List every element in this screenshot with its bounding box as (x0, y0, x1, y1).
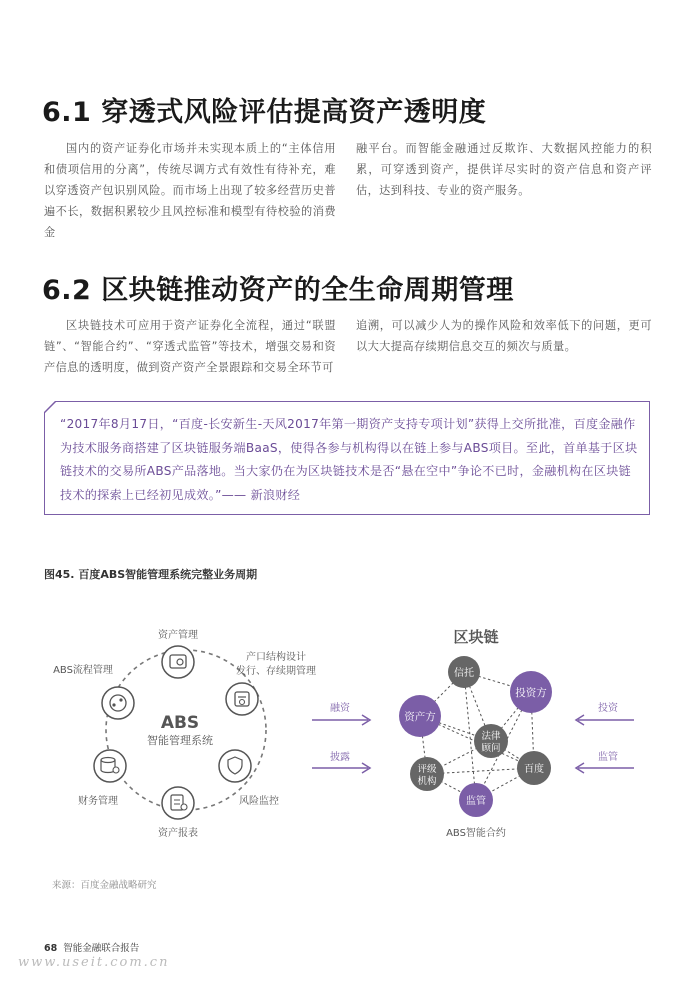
product-design-icon (226, 683, 258, 715)
label-product-design: 产口结构设计 (246, 652, 306, 663)
arrow-financing (312, 715, 370, 725)
arrow-supervision (576, 763, 634, 773)
finance-management-icon (94, 750, 126, 782)
quote-box-corner (44, 401, 58, 415)
arrow-disclosure (312, 763, 370, 773)
node-legal-advisor (474, 724, 508, 758)
figure-caption: 图45. 百度ABS智能管理系统完整业务周期 (44, 568, 258, 581)
page-number: 68 (44, 943, 58, 954)
node-regulator (459, 783, 493, 817)
label-asset-report: 资产报表 (158, 828, 198, 839)
section-title-6-2: 6.2 区块链推动资产的全生命周期管理 (42, 275, 514, 306)
node-rating-label-2: 机构 (417, 776, 437, 787)
section2-left-paragraph: 区块链技术可应用于资产证券化全流程，通过“联盟链”、“智能合约”、“穿透式监管”等技术，增强交易和资产信息的透明度，做到资产资产全景跟踪和交易全环节可 (44, 319, 336, 374)
node-rating-agency (410, 757, 444, 791)
report-title: 智能金融联合报告 (63, 943, 140, 954)
section2-right-paragraph: 追溯，可以减少人为的操作风险和效率低下的问题，更可以大大提高存续期信息交互的频次与质量。 (356, 319, 652, 353)
asset-report-icon (162, 787, 194, 819)
label-risk-monitor: 风险监控 (239, 796, 279, 807)
label-disclosure: 披露 (330, 752, 350, 763)
label-asset-management: 资产管理 (158, 630, 198, 641)
abs-lifecycle-diagram (0, 600, 694, 860)
abs-subtitle: 智能管理系统 (147, 734, 213, 747)
node-asset-side-label: 资产方 (404, 711, 436, 723)
node-baidu-label: 百度 (524, 764, 544, 775)
node-investor-label: 投资方 (515, 687, 547, 699)
page-footer (44, 940, 139, 954)
abs-flow-icon (102, 687, 134, 719)
node-legal-label-2: 顾问 (481, 743, 501, 754)
label-supervision: 监管 (598, 752, 618, 763)
node-investor (510, 671, 552, 713)
asset-management-icon (162, 646, 194, 678)
label-issue-management: 发行、存续期管理 (236, 666, 316, 677)
node-trust (448, 656, 480, 688)
arrow-investment (576, 715, 634, 725)
section1-right-paragraph: 融平台。而智能金融通过反欺诈、大数据风控能力的积累，可穿透到资产，提供详尽实时的资产信息和资产评估，达到科技、专业的资产服务。 (356, 142, 652, 197)
node-trust-label: 信托 (454, 668, 474, 679)
section1-left-paragraph: 国内的资产证券化市场并未实现本质上的“主体信用和债项信用的分离”，传统尽调方式有效性有待补充，难以穿透资产包识别风险。而市场上出现了较多经营历史普遍不长，数据积累较少且风控标准和模型有待校验的消费金 (44, 142, 336, 239)
label-finance-management: 财务管理 (78, 796, 118, 807)
section-title-6-1: 6.1 穿透式风险评估提高资产透明度 (42, 97, 487, 128)
label-financing: 融资 (330, 703, 350, 714)
blockchain-footer-label: ABS智能合约 (446, 828, 506, 839)
node-baidu (517, 751, 551, 785)
node-rating-label-1: 评级 (417, 764, 437, 775)
risk-monitor-icon (219, 750, 251, 782)
node-legal-label-1: 法律 (481, 731, 501, 742)
watermark: www.useit.com.cn (18, 955, 170, 970)
blockchain-title: 区块链 (453, 628, 499, 646)
node-asset-side (399, 695, 441, 737)
quote-text: “2017年8月17日，“百度-长安新生-天风2017年第一期资产支持专项计划”获得上交所批准，百度金融作为技术服务商搭建了区块链服务端BaaS，使得各参与机构得以在链上参与ABS项目。至此，首单基于区块链技术的交易所ABS产品落地。当大家仍在为区块链技术是否“悬在空中”争论不已时，金融机构在区块链技术的探索上已经初见成效。”—— 新浪财经 (60, 417, 638, 502)
node-regulator-label: 监管 (466, 796, 486, 807)
abs-title: ABS (160, 713, 200, 733)
label-abs-flow: ABS流程管理 (53, 665, 113, 676)
label-investment: 投资 (598, 703, 618, 714)
source-note: 来源：百度金融战略研究 (52, 880, 157, 891)
